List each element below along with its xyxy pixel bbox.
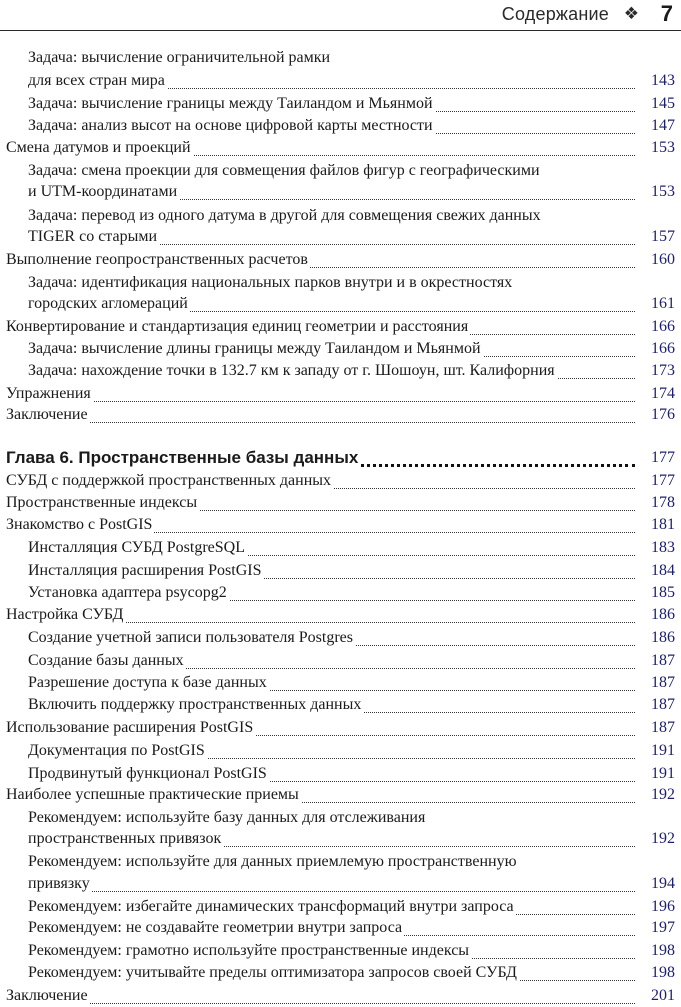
toc-page-number[interactable]: 161 — [651, 295, 675, 312]
toc-entry-title: Задача: перевод из одного датума в другой для совмещения свежих данных — [28, 205, 543, 227]
toc-entry-title: Использование расширения PostGIS — [6, 717, 255, 739]
toc-entry-title: Заключение — [6, 404, 90, 426]
toc-entry-title: Инсталляция расширения PostGIS — [28, 560, 263, 582]
toc-page-number[interactable]: 187 — [651, 674, 675, 691]
toc-entry-title: Знакомство с PostGIS — [6, 514, 154, 536]
toc-entry-title: Создание базы данных — [28, 650, 186, 672]
toc-page-number[interactable]: 143 — [651, 72, 675, 89]
toc-entry-title: Рекомендуем: учитывайте пределы оптимизатора запросов своей СУБД — [28, 962, 519, 984]
toc-page-number[interactable]: 184 — [651, 562, 675, 579]
toc-entry[interactable] — [0, 828, 681, 850]
page-header — [0, 0, 681, 31]
toc-entry-title: Рекомендуем: используйте для данных приемлемую пространственную — [28, 851, 519, 873]
toc-page-number[interactable]: 166 — [651, 340, 675, 357]
header-page-number: 7 — [660, 1, 673, 26]
toc-page-number[interactable]: 178 — [651, 494, 675, 511]
toc-page-number[interactable]: 186 — [651, 606, 675, 623]
toc-page-number[interactable]: 198 — [651, 942, 675, 959]
toc-entry-title: Задача: вычисление длины границы между Таиландом и Мьянмой — [28, 338, 483, 360]
dot-leader — [6, 379, 635, 402]
toc-entry[interactable] — [0, 784, 681, 806]
toc-page-number[interactable]: 186 — [651, 629, 675, 646]
toc-entry-title: Глава 6. Пространственные базы данных — [6, 448, 359, 467]
toc-page-number[interactable]: 187 — [651, 652, 675, 669]
toc-page-number[interactable]: 191 — [651, 765, 675, 782]
toc-entry-title: Продвинутый функционал PostGIS — [28, 763, 269, 785]
toc-page-number[interactable]: 191 — [651, 742, 675, 759]
toc-entry-title: Разрешение доступа к базе данных — [28, 672, 269, 694]
toc-entry[interactable] — [0, 137, 681, 159]
dot-leader — [28, 869, 635, 892]
toc-entry-title: Заключение — [6, 985, 90, 1007]
toc-entry-title: Включить поддержку пространственных данных — [28, 694, 363, 716]
toc-page-number[interactable]: 166 — [651, 318, 675, 335]
toc-page-number[interactable]: 192 — [651, 830, 675, 847]
toc-page-number[interactable]: 187 — [651, 719, 675, 736]
toc-entry-title: Инсталляция СУБД PostgreSQL — [28, 537, 247, 559]
toc-page-number[interactable]: 177 — [651, 472, 675, 489]
toc-entry-title: Установка адаптера psycopg2 — [28, 582, 229, 604]
toc-entry-title: Задача: анализ высот на основе цифровой карты местности — [28, 115, 435, 137]
toc-entry-title: Задача: идентификация национальных парков внутри и в окрестностях — [28, 272, 514, 294]
toc-page-number[interactable]: 174 — [651, 385, 675, 402]
toc-page-number[interactable]: 147 — [651, 117, 675, 134]
toc-entry-title: Задача: нахождение точки в 132.7 км к западу от г. Шошоун, шт. Калифорния — [28, 360, 557, 382]
toc-page-number[interactable]: 196 — [651, 898, 675, 915]
toc-entry-title: Рекомендуем: не создавайте геометрии внутри запроса — [28, 917, 404, 939]
toc-entry-title: Задача: вычисление ограничительной рамки — [28, 47, 332, 69]
toc-entry-title: привязку — [28, 873, 92, 895]
toc-page-number[interactable]: 185 — [651, 584, 675, 601]
toc-entry[interactable] — [0, 249, 681, 271]
toc-page-number[interactable]: 194 — [651, 875, 675, 892]
diamond-ornament-icon: ❖ — [623, 4, 639, 24]
toc-page-number[interactable]: 176 — [651, 406, 675, 423]
toc-entry-title: Рекомендуем: грамотно используйте пространственные индексы — [28, 940, 471, 962]
toc-page-number[interactable]: 157 — [651, 228, 675, 245]
toc-entry-title: Настройка СУБД — [6, 604, 125, 626]
toc-page-number[interactable]: 198 — [651, 964, 675, 981]
toc-page-number[interactable]: 181 — [651, 516, 675, 533]
toc-entry-title: Пространственные индексы — [6, 492, 199, 514]
toc-page-number[interactable]: 153 — [651, 183, 675, 200]
toc-entry[interactable] — [0, 404, 681, 426]
toc-entry-title: Конвертирование и стандартизация единиц геометрии и расстояния — [6, 316, 470, 338]
toc-page-number[interactable]: 201 — [651, 987, 675, 1004]
toc-entry[interactable] — [0, 181, 681, 203]
toc-page-number[interactable]: 153 — [651, 139, 675, 156]
toc-entry-title: для всех стран мира — [28, 70, 167, 92]
dot-leader — [6, 400, 635, 423]
toc-entry-title: Наиболее успешные практические приемы — [6, 784, 301, 806]
toc-entry-title: и UTM-координатами — [28, 181, 179, 203]
toc-page-number[interactable]: 197 — [651, 919, 675, 936]
toc-entry-title: TIGER со старыми — [28, 226, 159, 248]
toc-entry-title: СУБД с поддержкой пространственных данных — [6, 470, 333, 492]
toc-page-number[interactable]: 187 — [651, 696, 675, 713]
toc-entry-title: Упражнения — [6, 383, 93, 405]
toc-entry-title: Документация по PostGIS — [28, 740, 207, 762]
toc-entry-title: Выполнение геопространственных расчетов — [6, 249, 310, 271]
toc-page-number[interactable]: 192 — [651, 786, 675, 803]
toc-entry-title: Создание учетной записи пользователя Postgres — [28, 627, 355, 649]
toc-page-number[interactable]: 173 — [651, 362, 675, 379]
toc-entry[interactable] — [0, 985, 681, 1007]
header-title: Содержание — [501, 4, 609, 24]
toc-entry-title: Рекомендуем: избегайте динамических трансформаций внутри запроса — [28, 896, 516, 918]
toc-entry-title: Задача: вычисление границы между Таиландом и Мьянмой — [28, 93, 435, 115]
dot-leader — [6, 981, 635, 1004]
toc-entry-title: Смена датумов и проекций — [6, 137, 193, 159]
toc-page-number[interactable]: 177 — [651, 449, 675, 466]
toc-entry-title: Задача: смена проекции для совмещения файлов фигур с географическими — [28, 160, 542, 182]
toc-page-number[interactable]: 183 — [651, 539, 675, 556]
toc-entry-title: Рекомендуем: используйте базу данных для отслеживания — [28, 807, 427, 829]
toc-entry-title: пространственных привязок — [28, 828, 223, 850]
toc-entry-title: городских агломераций — [28, 293, 190, 315]
toc-page-number[interactable]: 160 — [651, 251, 675, 268]
toc-page-number[interactable]: 145 — [651, 95, 675, 112]
